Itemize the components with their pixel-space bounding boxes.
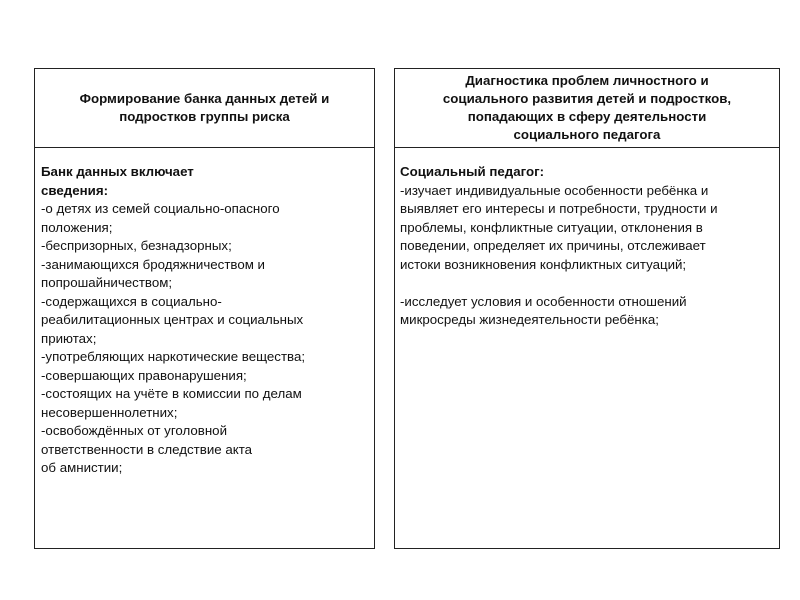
left-item-line: несовершеннолетних; [41, 404, 178, 420]
left-header-line: Формирование банка данных детей и [79, 91, 330, 106]
left-item-line: -о детях из семей социально-опасного [41, 201, 280, 216]
right-item-line: выявляет его интересы и потребности, трудности и [400, 201, 718, 216]
right-item-line: микросреды жизнедеятельности ребёнка; [400, 312, 659, 327]
left-card [34, 68, 375, 549]
left-item-line: -занимающихся бродяжничеством и [41, 256, 265, 272]
left-card-body [35, 149, 374, 478]
right-intro-line: Социальный педагог: [400, 164, 545, 179]
left-item-line: приютах; [41, 330, 97, 346]
right-card-body [395, 149, 779, 330]
left-item-line: положения; [41, 219, 113, 235]
left-item-line: попрошайничеством; [41, 275, 173, 290]
right-item-line: истоки возникновения конфликтных ситуаций; [400, 256, 687, 272]
left-item-line: -совершающих правонарушения; [41, 367, 247, 383]
right-header-line: социального педагога [513, 127, 661, 142]
right-header-line: социального развития детей и подростков, [442, 91, 732, 106]
left-intro-line: сведения: [41, 182, 109, 198]
left-card-header [35, 69, 374, 148]
left-item-line: -беспризорных, безнадзорных; [41, 238, 232, 253]
right-header-line: попадающих в сферу деятельности [467, 109, 707, 124]
left-item-line: об амнистии; [41, 460, 123, 475]
left-item-line: ответственности в следствие акта [41, 441, 253, 457]
right-item-line: -изучает индивидуальные особенности ребёнка и [400, 182, 709, 198]
left-item-line: -содержащихся в социально- [41, 293, 222, 309]
left-item-line: реабилитационных центрах и социальных [41, 312, 304, 327]
right-card [394, 68, 780, 549]
left-item-line: -освобождённых от уголовной [41, 423, 228, 438]
left-header-line: подростков группы риска [119, 109, 290, 124]
left-intro-line: Банк данных включает [41, 164, 194, 179]
right-item-line: -исследует условия и особенности отношений [400, 293, 687, 309]
right-item-spacer [400, 274, 779, 293]
left-item-line: -состоящих на учёте в комиссии по делам [41, 386, 302, 401]
right-item-line: проблемы, конфликтные ситуации, отклонения в [400, 219, 703, 235]
right-card-header [395, 69, 779, 148]
right-item-line: поведении, определяет их причины, отслеживает [400, 238, 706, 253]
left-item-line: -употребляющих наркотические вещества; [41, 349, 306, 364]
right-header-line: Диагностика проблем личностного и [465, 73, 709, 88]
